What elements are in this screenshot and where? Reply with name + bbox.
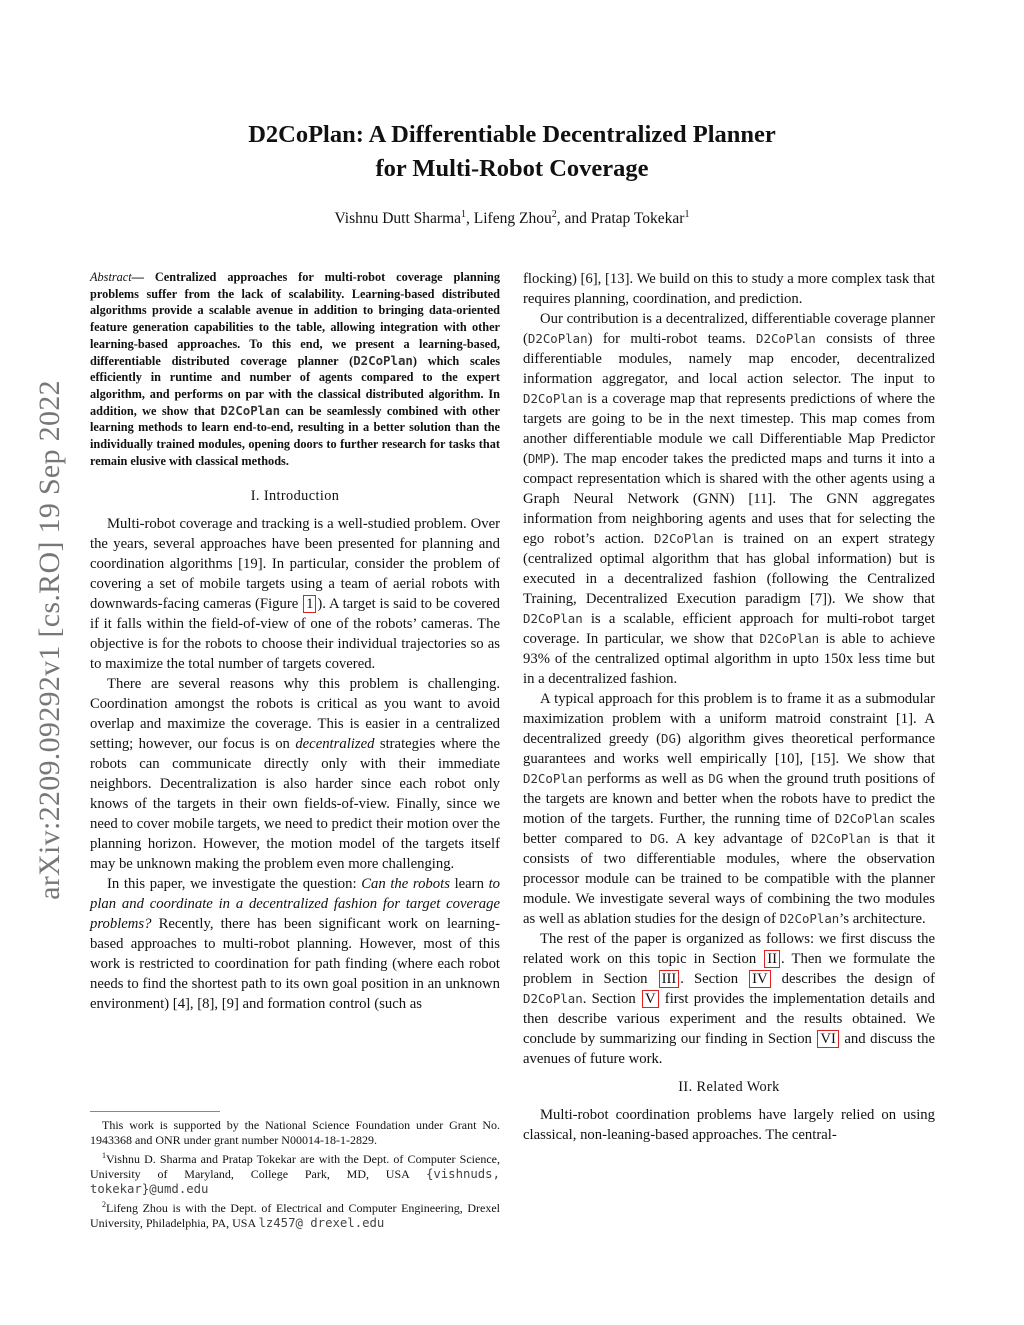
method-name: DG (650, 831, 665, 846)
text: is a scalable, efficient approach for multi-robot target coverage. In particular, we show that (523, 611, 935, 647)
method-name: D2CoPlan (353, 352, 413, 368)
method-name: D2CoPlan (527, 331, 588, 346)
text: Vishnu D. Sharma and Pratap Tokekar are with the Dept. of Computer Science, University of Maryland, College Park, MD, USA (90, 1152, 500, 1181)
text: scales better compared to (523, 811, 935, 847)
abstract-text-3: can be seamlessly combined with other learning methods to learn end-to-end, resulting in a better solution than the individually trained modules, opening doors to further research for tasks that remain elusive with classical methods. (90, 403, 500, 468)
text: Lifeng Zhou is with the Dept. of Electrical and Computer Engineering, Drexel University, Philadelphia, PA, USA (90, 1201, 500, 1230)
intro-paragraph-3 (90, 874, 500, 1014)
method-name: D2CoPlan (523, 991, 583, 1006)
author-2: , Lifeng Zhou (466, 210, 552, 228)
text: Multi-robot coverage and tracking is a well-studied problem. Over the years, several approaches have been presented for planning and coordination algorithms [19]. In particular, consider the problem of covering a set of mobile targets using a team of aerial robots with downwards-facing cameras (Figure (90, 516, 500, 613)
text: . Section (680, 971, 749, 987)
section-heading-introduction: I. Introduction (250, 488, 340, 505)
affil-mark-2: 2 (551, 209, 557, 220)
method-name: D2CoPlan (654, 531, 714, 546)
text: when the ground truth positions of the targets are known and better when the robots have to predict the motion of the targets. Further, the running time of (523, 771, 936, 827)
affil-mark-1: 1 (461, 209, 467, 220)
intro-paragraph-1 (90, 514, 500, 674)
section-link[interactable]: V (642, 990, 659, 1008)
author-3: , and Pratap Tokekar (556, 210, 685, 228)
section-link[interactable]: II (764, 950, 780, 968)
section-heading-related-work: II. Related Work (678, 1079, 780, 1095)
paper-title (150, 118, 874, 186)
text: strategies where the robots can communicate directly only with their immediate neighbors. Decentralization is also harder since each robot only knows of the targets in their own fields-of-view. Finally, since we need to cover mobile targets, we need to predict their motion over the planning horizon. However, the motion model of the targets itself may be unknown making the problem even more challenging. (90, 736, 500, 873)
footnotes (90, 1118, 500, 1231)
text: The rest of the paper is organized as follows: we first discuss the related work on this topic in Section (523, 931, 935, 967)
method-name: D2CoPlan (779, 911, 840, 926)
text: is able to achieve 93% of the centralized optimal algorithm in upto 150x less time but in a decentralized fashion. (523, 631, 935, 687)
method-name: D2CoPlan (523, 611, 583, 626)
emphasis: to plan and coordinate in a decentralized fashion for target coverage problems? (90, 876, 500, 933)
figure-link[interactable]: 1 (303, 595, 316, 613)
text: There are several reasons why this problem is challenging. Coordination amongst the robots is critical as you want to avoid overlap and maximize the coverage. This is easier in a centralized setting; however, our focus is on (90, 676, 500, 753)
affil-mark-3: 1 (684, 209, 690, 220)
title-line-1: D2CoPlan: A Differentiable Decentralized Planner (248, 121, 776, 148)
text: consists of three differentiable modules, namely map encoder, decentralized information aggregator, and local action selector. The input to (523, 331, 936, 387)
method-name: D2CoPlan (756, 331, 816, 346)
email-link[interactable]: {vishnuds, tokekar}@umd.edu (90, 1167, 500, 1196)
title-line-2: for Multi-Robot Coverage (375, 155, 649, 182)
emphasis: Can the robots (361, 876, 450, 893)
abstract-text-2: ) which scales efficiently in runtime and number of agents compared to the expert algorithm, and performs on par with the classical distributed algorithm. In addition, we show that (90, 353, 500, 418)
method-name: DG (708, 771, 724, 786)
section-link[interactable]: VI (817, 1030, 839, 1048)
text: learn (449, 876, 489, 893)
footnote-affiliation-1 (90, 1148, 500, 1197)
footnote-affiliation-2 (90, 1197, 500, 1231)
method-name: D2CoPlan (523, 771, 583, 786)
abstract (90, 269, 500, 469)
text: In this paper, we investigate the question: (107, 876, 362, 893)
text: is a coverage map that represents predictions of where the targets are going to be in the next timestep. This map comes from another differentiable module we call Differentiable Map Predictor ( (523, 391, 935, 467)
emphasis: decentralized (295, 736, 375, 753)
text: A typical approach for this problem is to frame it as a submodular maximization problem with a uniform matroid constraint [1]. A decentralized greedy ( (523, 691, 935, 747)
text: first provides the implementation details and then describe various experiment and the results obtained. We conclude by summarizing our finding in Section (523, 991, 935, 1047)
text: and discuss the avenues of future work. (523, 1031, 936, 1067)
approach-paragraph (523, 689, 935, 929)
text: . Section (582, 991, 641, 1007)
contribution-paragraph (523, 309, 935, 689)
text: . A key advantage of (664, 831, 812, 847)
arxiv-identifier: arXiv:2209.09292v1 [cs.RO] 19 Sep 2022 (33, 380, 66, 900)
footnote-divider (90, 1111, 220, 1112)
right-paragraph-0: flocking) [6], [13]. We build on this to study a more complex task that requires planning, coordination, and prediction. (523, 271, 935, 307)
method-name: D2CoPlan (811, 831, 871, 846)
text: performs as well as (582, 771, 709, 787)
method-name: D2CoPlan (220, 402, 281, 418)
text: describes the design of (771, 971, 935, 987)
text: ) algorithm gives theoretical performance guarantees and works well empirically [10], [15]. We show that (523, 731, 935, 767)
section-link[interactable]: III (659, 970, 680, 988)
abstract-text-1: — Centralized approaches for multi-robot coverage planning problems suffer from the lack of scalability. Learning-based distributed algorithms provide a scalable avenue in addition to bringing data-oriented feature generation capabilities to the table, allowing integration with other learning-based approaches. To this end, we present a learning-based, differentiable distributed coverage planner ( (90, 270, 500, 368)
right-column (523, 269, 935, 1145)
method-name: DMP (527, 451, 551, 466)
section-link[interactable]: IV (749, 970, 771, 988)
footnote-funding: This work is supported by the National Science Foundation under Grant No. 1943368 and ONR under grant number N00014-18-1-2829. (90, 1118, 500, 1147)
method-name: D2CoPlan (834, 811, 895, 826)
text: ) for multi-robot teams. (587, 331, 757, 347)
footnote-mark: 1 (102, 1151, 106, 1160)
text: . Then we formulate the problem in Section (523, 951, 935, 987)
left-column (90, 269, 500, 1014)
text: Our contribution is a decentralized, differentiable coverage planner ( (523, 311, 935, 347)
organization-paragraph (523, 929, 935, 1069)
footnote-mark: 2 (102, 1200, 106, 1209)
text: is that it consists of two differentiable modules, where the observation processor module can be trained to be compatible with the planner module. We investigate several ways of combining the two modules as well as ablation studies for the design of (523, 831, 936, 927)
author-1: Vishnu Dutt Sharma (334, 210, 462, 228)
text: Recently, there has been significant work on learning-based approaches to multi-robot planning. However, most of this work is restricted to coordination for path finding (where each robot needs to find the shortest path to its own goal position in an unknown environment) [4], [8], [9] and formation control (such as (90, 916, 500, 1013)
text: ). The map encoder takes the predicted maps and turns it into a compact representation which is shared with the other agents using a Graph Neural Network (GNN) [11]. The GNN aggregates information from neighboring agents and uses that for selecting the ego robot’s action. (523, 451, 935, 547)
text: is trained on an expert strategy (centralized optimal algorithm that has global information) but is executed in a decentralized fashion (following the Centralized Training, Decentralized Execution paradigm [7]). We show that (523, 531, 935, 607)
abstract-label: Abstract (90, 270, 132, 284)
method-name: DG (661, 731, 676, 746)
method-name: D2CoPlan (759, 631, 820, 646)
intro-paragraph-2 (90, 674, 500, 874)
text: ’s architecture. (839, 911, 926, 927)
author-list (150, 209, 874, 228)
email-link[interactable]: lz457@ drexel.edu (258, 1216, 385, 1230)
related-work-paragraph: Multi-robot coordination problems have largely relied on using classical, non-leaning-based approaches. The central- (523, 1107, 935, 1143)
method-name: D2CoPlan (523, 391, 583, 406)
text: ). A target is said to be covered if it falls within the field-of-view of one of the robots’ cameras. The objective is for the robots to choose their individual trajectories so as to maximize the total number of targets covered. (90, 596, 500, 673)
